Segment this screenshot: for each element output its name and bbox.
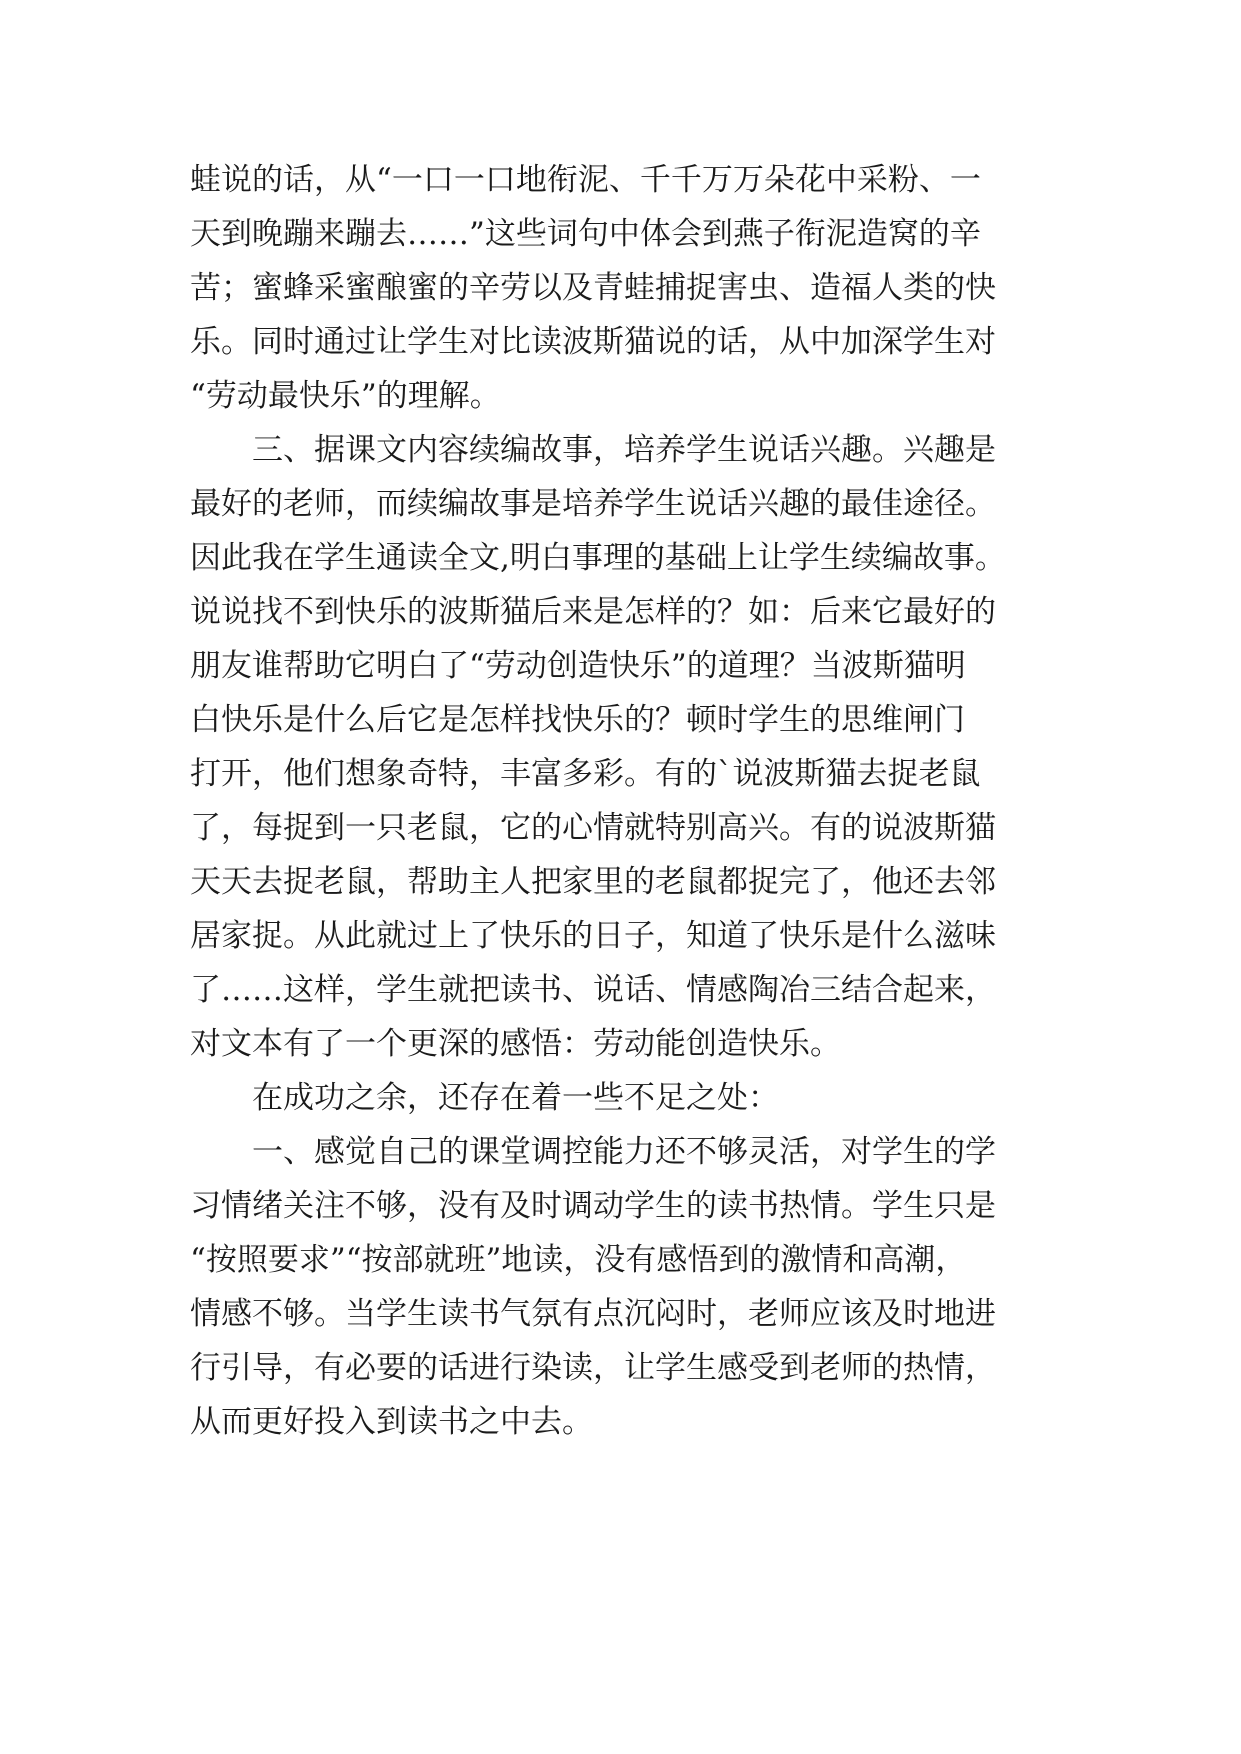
text-line: 最好的老师，而续编故事是培养学生说话兴趣的最佳途径。 xyxy=(190,486,996,522)
text-line: 习情绪关注不够，没有及时调动学生的读书热情。学生只是 xyxy=(190,1188,996,1224)
text-line: 对文本有了一个更深的感悟：劳动能创造快乐。 xyxy=(190,1026,841,1062)
paragraph-start-line: 在成功之余，还存在着一些不足之处： xyxy=(252,1080,779,1116)
text-line: 乐。同时通过让学生对比读波斯猫说的话，从中加深学生对 xyxy=(190,324,996,360)
paragraph-start-line: 一、感觉自己的课堂调控能力还不够灵活，对学生的学 xyxy=(252,1134,996,1170)
text-line: “按照要求”“按部就班”地读，没有感悟到的激情和高潮， xyxy=(190,1242,967,1278)
text-line: 说说找不到快乐的波斯猫后来是怎样的？如：后来它最好的 xyxy=(190,594,996,630)
text-line: 行引导，有必要的话进行染读，让学生感受到老师的热情， xyxy=(190,1350,996,1386)
text-line: 打开，他们想象奇特，丰富多彩。有的`说波斯猫去捉老鼠 xyxy=(190,756,981,792)
text-line: 了，每捉到一只老鼠，它的心情就特别高兴。有的说波斯猫 xyxy=(190,810,996,846)
text-line: 居家捉。从此就过上了快乐的日子，知道了快乐是什么滋味 xyxy=(190,918,996,954)
text-line: 白快乐是什么后它是怎样找快乐的？顿时学生的思维闸门 xyxy=(190,702,965,738)
text-line: “劳动最快乐”的理解。 xyxy=(190,378,501,414)
text-line: 因此我在学生通读全文,明白事理的基础上让学生续编故事。 xyxy=(190,540,1006,576)
text-line: 从而更好投入到读书之中去。 xyxy=(190,1404,593,1440)
paragraph-start-line: 三、据课文内容续编故事，培养学生说话兴趣。兴趣是 xyxy=(252,432,996,468)
text-line: 了……这样，学生就把读书、说话、情感陶冶三结合起来， xyxy=(190,972,996,1008)
text-line: 天天去捉老鼠，帮助主人把家里的老鼠都捉完了，他还去邻 xyxy=(190,864,996,900)
text-line: 朋友谁帮助它明白了“劳动创造快乐”的道理？当波斯猫明 xyxy=(190,648,966,684)
text-line: 苦；蜜蜂采蜜酿蜜的辛劳以及青蛙捕捉害虫、造福人类的快 xyxy=(190,270,996,306)
text-line: 情感不够。当学生读书气氛有点沉闷时，老师应该及时地进 xyxy=(190,1296,996,1332)
text-line: 天到晚蹦来蹦去……”这些词句中体会到燕子衔泥造窝的辛 xyxy=(190,216,981,252)
text-line: 蛙说的话，从“一口一口地衔泥、千千万万朵花中采粉、一 xyxy=(190,162,981,198)
